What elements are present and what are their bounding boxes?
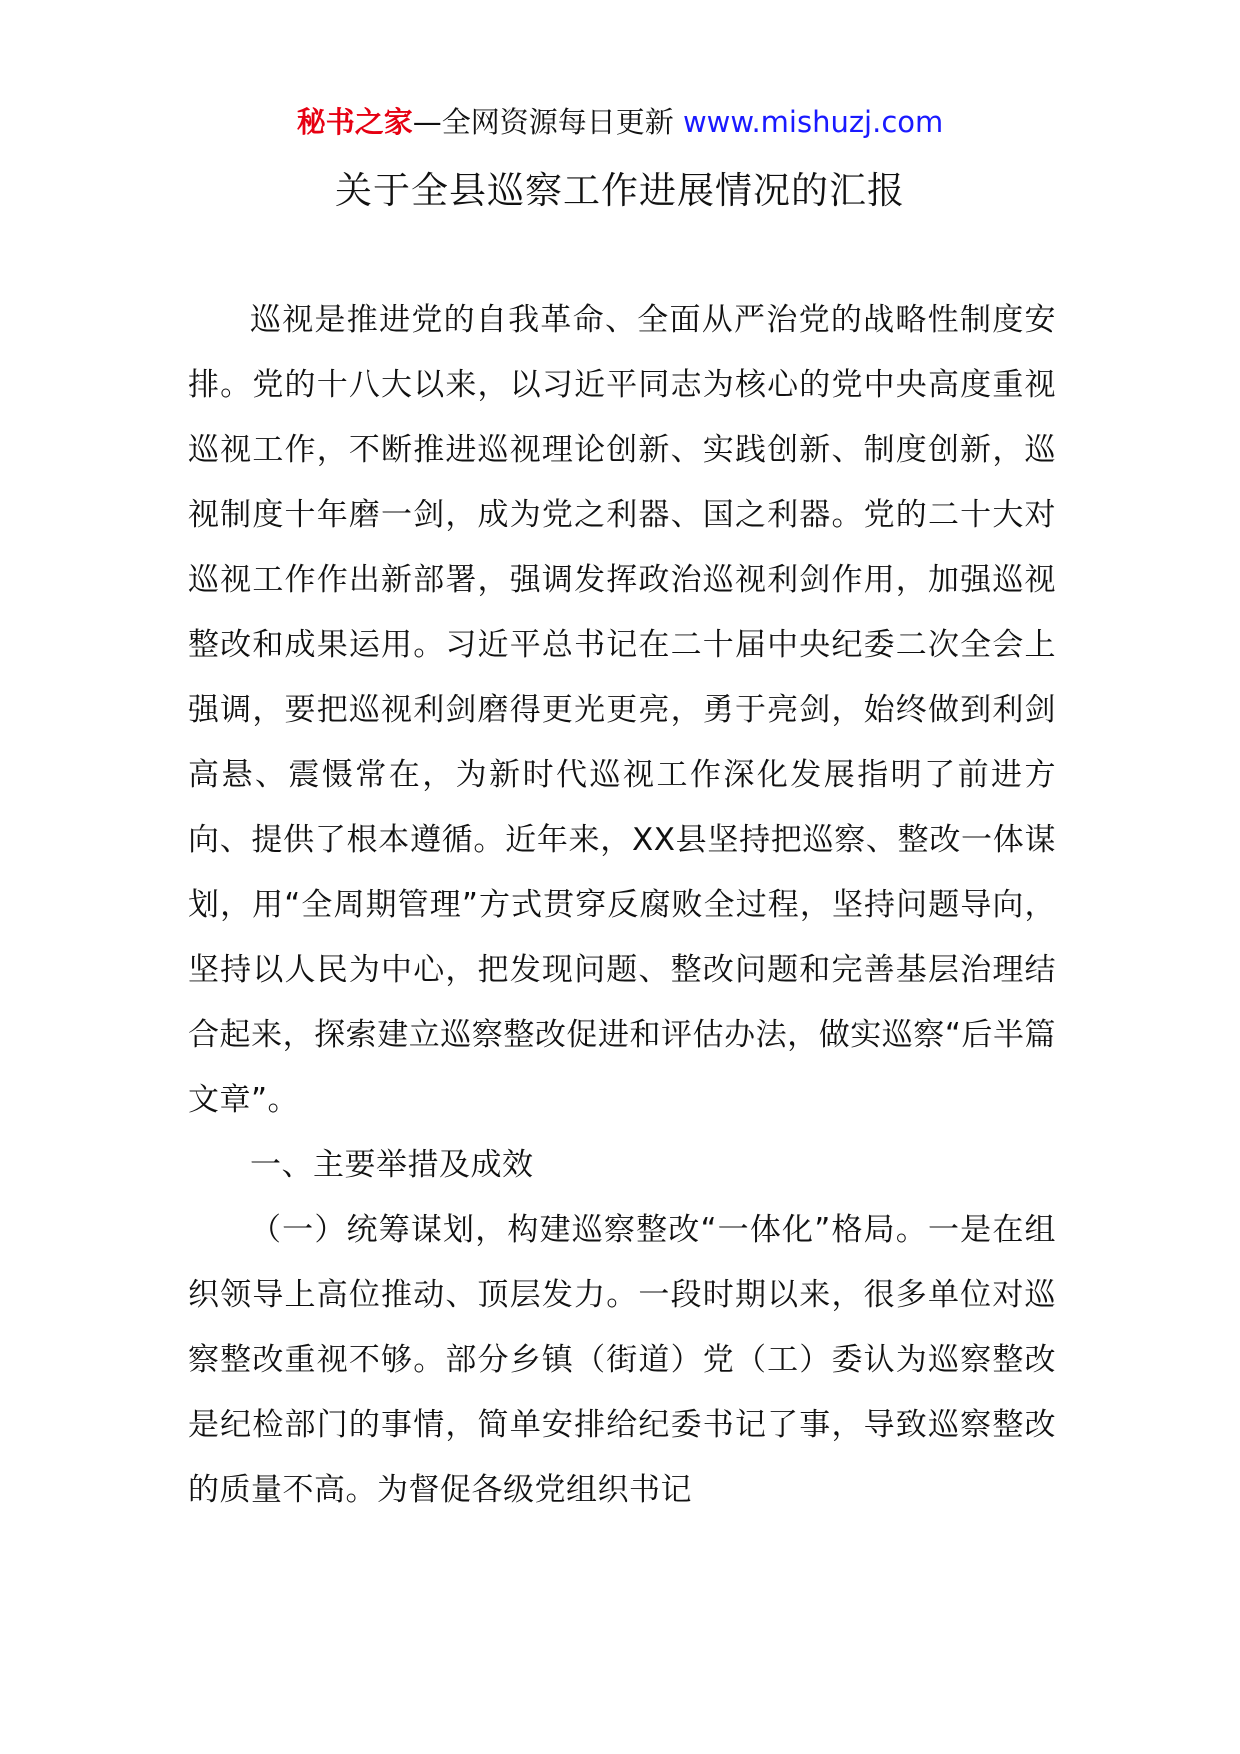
intro-paragraph: 巡视是推进党的自我革命、全面从严治党的战略性制度安排。党的十八大以来，以习近平同志为核心的党中央高度重视巡视工作，不断推进巡视理论创新、实践创新、制度创新，巡视制度十年磨一剑，成为党之利器、国之利器。党的二十大对巡视工作作出新部署，强调发挥政治巡视利剑作用，加强巡视整改和成果运用。习近平总书记在二十届中央纪委二次全会上强调，要把巡视利剑磨得更光更亮，勇于亮剑，始终做到利剑高悬、震慑常在，为新时代巡视工作深化发展指明了前进方向、提供了根本遵循。近年来，XX县坚持把巡察、整改一体谋划，用“全周期管理”方式贯穿反腐败全过程，坚持问题导向，坚持以人民为中心，把发现问题、整改问题和完善基层治理结合起来，探索建立巡察整改促进和评估办法，做实巡察“后半篇文章”。	[188, 302, 1056, 1118]
document-title: 关于全县巡察工作进展情况的汇报	[335, 169, 905, 212]
site-header	[0, 100, 1240, 144]
section-heading: 一、主要举措及成效	[250, 1147, 534, 1183]
site-slogan: —全网资源每日更新	[412, 105, 674, 139]
brand-name: 秘书之家	[296, 105, 413, 139]
subsection-paragraph: （一）统筹谋划，构建巡察整改“一体化”格局。一是在组织领导上高位推动、顶层发力。一段时期以来，很多单位对巡察整改重视不够。部分乡镇（街道）党（工）委认为巡察整改是纪检部门的事情，简单安排给纪委书记了事，导致巡察整改的质量不高。为督促各级党组织书记	[188, 1212, 1056, 1508]
document-body	[188, 288, 1056, 1523]
site-url-link[interactable]: www.mishuzj.com	[682, 105, 944, 139]
